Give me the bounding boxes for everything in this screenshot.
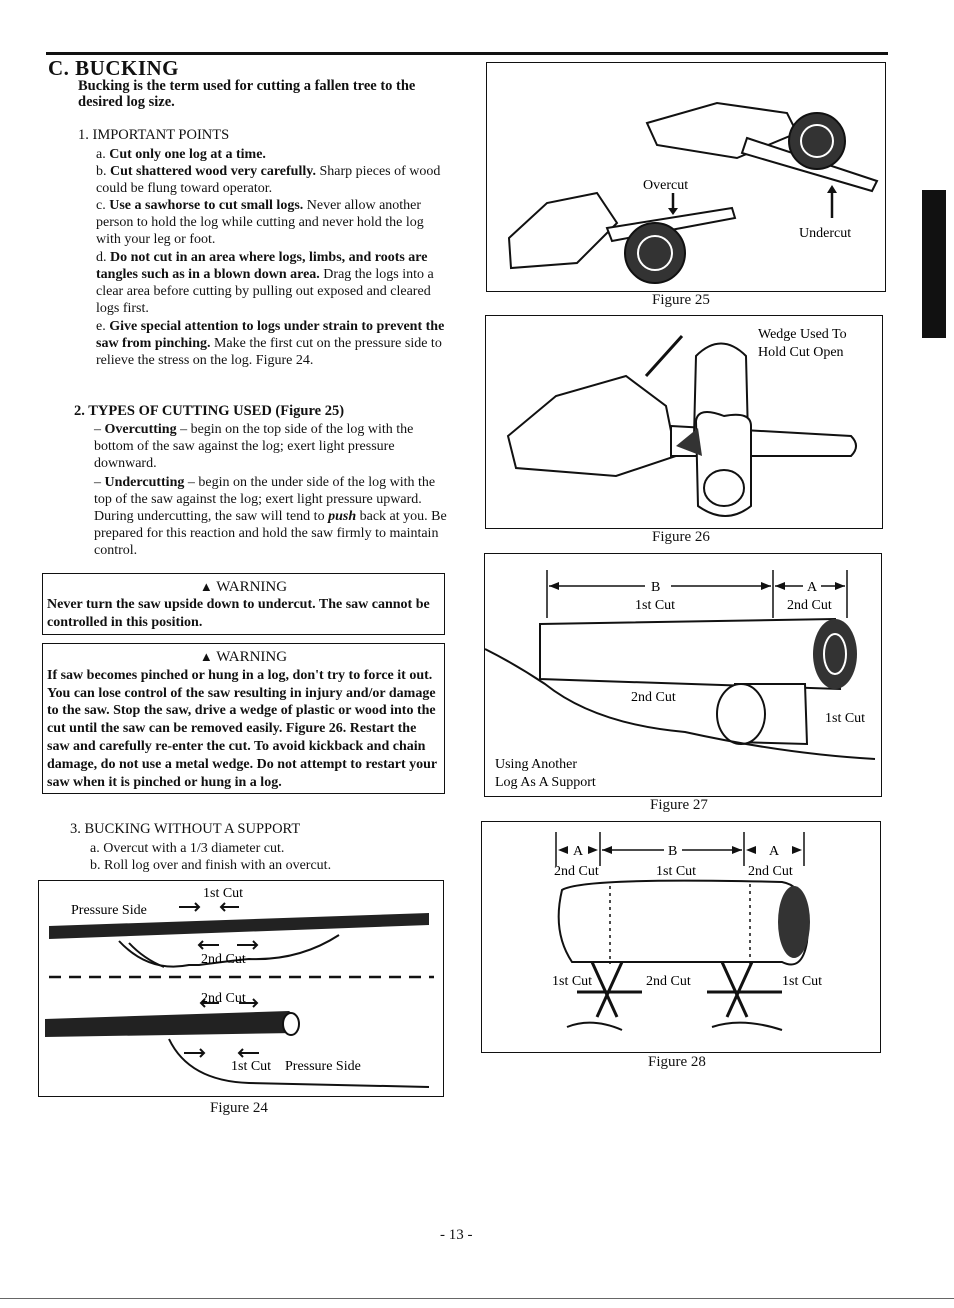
- warning-triangle-icon: ▲: [199, 579, 213, 594]
- point-e-bold: Give special attention to logs under strain to prevent the saw from pinching.: [96, 319, 445, 351]
- arrow-left-icon: [239, 1049, 259, 1057]
- log-end-lower: [625, 223, 685, 283]
- fig28-second-cut-left: 2nd Cut: [554, 864, 599, 879]
- point-d-bold: Do not cut in an area where logs, limbs, and roots are tangles such as in a blown down area.: [96, 250, 428, 282]
- log-end: [813, 619, 857, 689]
- arrow-right-icon: [184, 1049, 204, 1057]
- point-c-marker: c.: [96, 198, 106, 213]
- figure-27-caption: Figure 27: [650, 797, 708, 813]
- sawhorse-right: [707, 962, 782, 1017]
- fig27-b: B: [651, 580, 661, 595]
- fig26-label-2: Hold Cut Open: [758, 345, 844, 360]
- point-b-bold: Cut shattered wood very carefully.: [110, 164, 316, 179]
- figure-26-illustration: [486, 316, 882, 528]
- page-number: - 13 -: [440, 1227, 473, 1243]
- undercutting-item: [94, 474, 450, 559]
- fig27-second-cut-mid: 2nd Cut: [631, 690, 676, 705]
- point-b: [96, 163, 451, 197]
- figure-26-frame: [485, 315, 883, 529]
- point-c: [96, 197, 451, 248]
- fig27-a: A: [807, 580, 818, 595]
- warning-text: Never turn the saw upside down to undercut. The saw cannot be controlled in this position.: [47, 597, 430, 630]
- undercutting-text-2: back at you. Be prepared for this reaction and hold the saw firmly to maintain control.: [94, 509, 447, 558]
- warning-heading: [47, 648, 440, 667]
- fig25-overcut-label: Overcut: [643, 178, 689, 193]
- fig28-second-cut-right: 2nd Cut: [748, 864, 793, 879]
- fig26-label-1: Wedge Used To: [758, 327, 847, 342]
- fig28-first-cut-right-bottom: 1st Cut: [782, 974, 823, 989]
- fig24-second-cut-a: 2nd Cut: [201, 952, 246, 967]
- log-end-upper: [789, 113, 845, 169]
- important-points-heading: 1. IMPORTANT POINTS: [78, 127, 230, 143]
- without-support-b: b. Roll log over and finish with an overcut.: [90, 858, 332, 873]
- top-rule: [46, 52, 888, 55]
- chainsaw-body: [508, 376, 676, 476]
- chainsaw-body-lower: [509, 193, 617, 268]
- figure-27-illustration: [485, 554, 881, 796]
- log-main: [540, 619, 840, 689]
- figure-24-illustration: [39, 881, 443, 1096]
- figure-25-caption: Figure 25: [652, 292, 710, 308]
- section-tab-marker: [922, 190, 946, 338]
- arrow-left-icon: [199, 941, 219, 949]
- fig24-second-cut-b: 2nd Cut: [201, 991, 246, 1006]
- log-end: [778, 886, 810, 958]
- overcutting-bold: Overcutting: [104, 422, 177, 437]
- warning-heading: [47, 578, 440, 596]
- figure-27-frame: [484, 553, 882, 797]
- point-a-bold: Cut only one log at a time.: [109, 147, 266, 162]
- types-of-cutting-heading: 2. TYPES OF CUTTING USED (Figure 25): [74, 403, 345, 419]
- point-b-marker: b.: [96, 164, 107, 179]
- figure-24-frame: [38, 880, 444, 1097]
- point-e: [96, 318, 451, 369]
- overcutting-item: [94, 421, 450, 472]
- fig27-first-cut-right: 1st Cut: [825, 711, 866, 726]
- warning-triangle-icon: ▲: [199, 649, 213, 664]
- warning-text: If saw becomes pinched or hung in a log, don't try to force it out. You can lose control of the saw resulting in injury and/or damage to the saw. Stop the saw, drive a wedge of plastic or wood into the cut until the saw can be removed easily. Figure 26. Restart the saw and carefully re-enter the cut. To avoid kickback and chain damage, do not use a metal wedge. Do not attempt to restart your saw when it is pinched or hung in a log.: [47, 667, 437, 790]
- log-lower: [696, 412, 751, 516]
- point-c-bold: Use a sawhorse to cut small logs.: [109, 198, 304, 213]
- fig24-first-cut-top: 1st Cut: [203, 886, 244, 901]
- figure-26-caption: Figure 26: [652, 529, 710, 545]
- undercutting-text-1: – begin on the under side of the log with the top of the saw against the log; exert light pressure upward. During undercutting, the saw will tend to: [94, 475, 436, 524]
- point-d-text: Drag the logs into a clear area before cutting by pulling out exposed and cleared logs first.: [96, 267, 434, 316]
- point-a-marker: a.: [96, 147, 106, 162]
- arrow-right-icon: [237, 941, 257, 949]
- warning-box-pinched: [42, 643, 445, 794]
- overcutting-text: – begin on the top side of the log with the bottom of the saw against the log; exert light pressure downward.: [94, 422, 414, 471]
- fig28-a-left: A: [573, 844, 584, 859]
- fig28-first-cut-mid: 1st Cut: [656, 864, 697, 879]
- fig27-second-cut-top: 2nd Cut: [787, 598, 832, 613]
- fig27-first-cut: 1st Cut: [635, 598, 676, 613]
- fig27-support-1: Using Another: [495, 757, 578, 772]
- figure-25-illustration: [487, 63, 885, 291]
- figure-28-frame: [481, 821, 881, 1053]
- fig28-second-cut-bottom: 2nd Cut: [646, 974, 691, 989]
- fig28-a-right: A: [769, 844, 780, 859]
- point-c-text: Never allow another person to hold the log while cutting and never hold the log with your leg or foot.: [96, 198, 424, 247]
- without-support-a: a. Overcut with a 1/3 diameter cut.: [90, 841, 285, 856]
- figure-28-illustration: [482, 822, 880, 1052]
- bottom-rule: [0, 1298, 954, 1299]
- dash-marker: –: [94, 422, 105, 437]
- fig24-pressure-side-top: Pressure Side: [71, 903, 147, 918]
- fig27-support-2: Log As A Support: [495, 775, 596, 790]
- section-intro: Bucking is the term used for cutting a fallen tree to the desired log size.: [78, 78, 416, 110]
- figure-24-caption: Figure 24: [210, 1100, 268, 1116]
- warning-heading-text: WARNING: [216, 579, 288, 595]
- fig28-b: B: [668, 844, 678, 859]
- arrow-right-icon: [179, 903, 199, 911]
- dash-marker: –: [94, 475, 105, 490]
- figure-28-caption: Figure 28: [648, 1054, 706, 1070]
- fig25-undercut-label: Undercut: [799, 226, 852, 241]
- sawhorse-left: [577, 962, 642, 1017]
- warning-box-upside-down: [42, 573, 445, 635]
- point-d-marker: d.: [96, 250, 107, 265]
- point-e-marker: e.: [96, 319, 106, 334]
- grass-line: [567, 1023, 782, 1030]
- point-e-text: Make the first cut on the pressure side to relieve the stress on the log. Figure 24.: [96, 336, 442, 368]
- section-title: C. BUCKING: [48, 56, 180, 80]
- point-a: [96, 146, 451, 163]
- log-on-sawhorse: [559, 881, 808, 965]
- arrow-left-icon: [221, 903, 239, 911]
- figure-25-frame: [486, 62, 886, 292]
- warning-heading-text: WARNING: [216, 649, 288, 665]
- log-shape: [45, 1011, 298, 1037]
- push-emphasis: push: [328, 509, 357, 524]
- point-d: [96, 249, 451, 317]
- without-support-heading: 3. BUCKING WITHOUT A SUPPORT: [70, 821, 301, 837]
- fig24-first-cut-bottom: 1st Cut: [231, 1059, 272, 1074]
- undercutting-bold: Undercutting: [104, 475, 185, 490]
- fig24-pressure-side-bottom: Pressure Side: [285, 1059, 361, 1074]
- fig28-first-cut-left-bottom: 1st Cut: [552, 974, 593, 989]
- point-b-text: Sharp pieces of wood could be flung toward operator.: [96, 164, 441, 196]
